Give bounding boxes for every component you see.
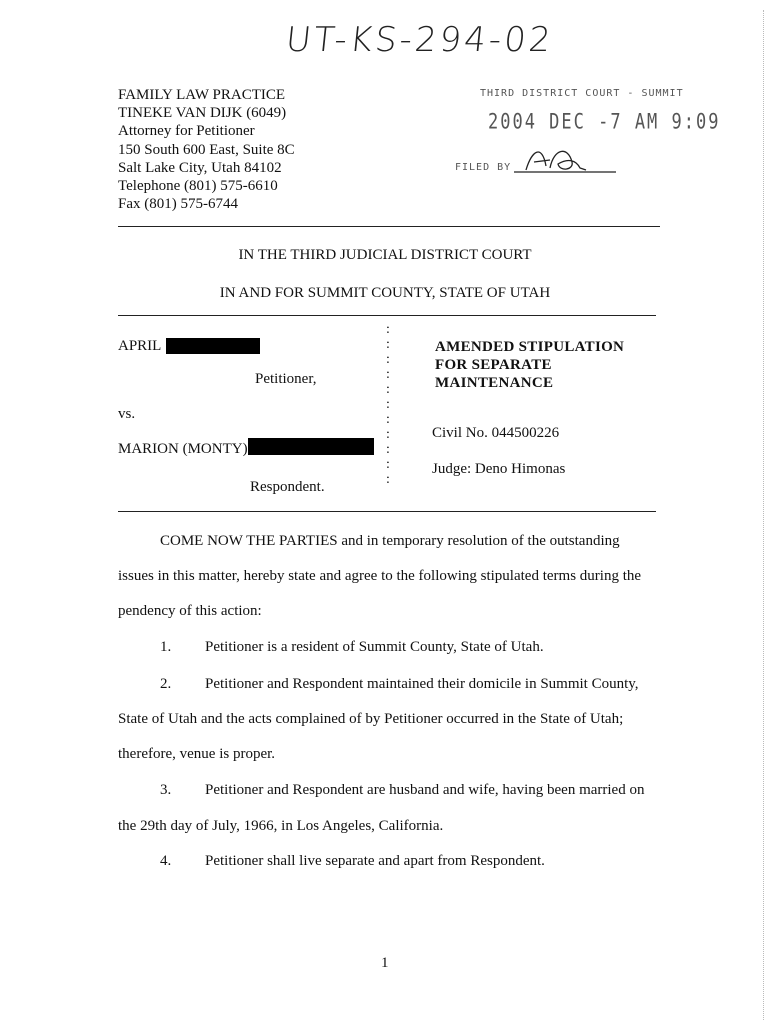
versus: vs. — [118, 406, 136, 422]
title-line: AMENDED STIPULATION — [435, 339, 625, 355]
judge-name: Judge: Deno Himonas — [432, 461, 566, 477]
firm-line: Telephone (801) 575-6610 — [118, 178, 278, 195]
page-number: 1 — [381, 955, 389, 971]
petitioner-role: Petitioner, — [255, 371, 317, 387]
clerk-signature — [510, 140, 620, 180]
intro-line: COME NOW THE PARTIES and in temporary resolution of the outstanding — [160, 533, 620, 549]
item-number: 2. — [160, 676, 172, 692]
firm-line: 150 South 600 East, Suite 8C — [118, 141, 295, 158]
firm-line: Attorney for Petitioner — [118, 123, 255, 140]
respondent-name: MARION (MONTY) — [118, 441, 248, 457]
title-line: MAINTENANCE — [435, 375, 554, 391]
item-text: Petitioner and Respondent are husband and wife, having been married on — [205, 782, 645, 798]
redaction-bar — [166, 338, 260, 354]
redaction-bar — [248, 438, 374, 455]
stamp-date: 2004 DEC -7 AM 9:09 — [488, 109, 721, 135]
caption-bottom-rule — [118, 511, 656, 512]
civil-number: Civil No. 044500226 — [432, 425, 560, 441]
firm-line: TINEKE VAN DIJK (6049) — [118, 105, 287, 122]
handwritten-case-id: UT-KS-294-02 — [283, 20, 556, 60]
item-text: the 29th day of July, 1966, in Los Angeles, California. — [118, 818, 444, 834]
firm-line: Salt Lake City, Utah 84102 — [118, 159, 282, 176]
caption-colon-column: : : : : : : : : : : : — [386, 322, 390, 487]
intro-line: pendency of this action: — [118, 603, 262, 619]
item-text: therefore, venue is proper. — [118, 746, 276, 762]
item-text: Petitioner shall live separate and apart from Respondent. — [205, 853, 545, 869]
firm-line: Fax (801) 575-6744 — [118, 196, 238, 213]
court-stamp: THIRD DISTRICT COURT - SUMMIT — [480, 88, 684, 99]
petitioner-name: APRIL — [118, 338, 162, 354]
firm-line: FAMILY LAW PRACTICE — [118, 87, 286, 103]
item-text: Petitioner is a resident of Summit County, State of Utah. — [205, 639, 544, 655]
stamp-filed-by: FILED BY — [455, 162, 512, 173]
scan-edge-artifact — [763, 10, 764, 1020]
respondent-role: Respondent. — [250, 479, 325, 495]
caption-top-rule — [118, 315, 656, 316]
header-rule — [118, 226, 660, 227]
document-title — [435, 338, 624, 392]
item-text: Petitioner and Respondent maintained their domicile in Summit County, — [205, 676, 639, 692]
item-number: 4. — [160, 853, 172, 869]
firm-block — [118, 86, 295, 213]
intro-line: issues in this matter, hereby state and agree to the following stipulated terms during the — [118, 568, 642, 584]
item-number: 1. — [160, 639, 172, 655]
item-text: State of Utah and the acts complained of by Petitioner occurred in the State of Utah; — [118, 711, 624, 727]
court-county: IN AND FOR SUMMIT COUNTY, STATE OF UTAH — [219, 285, 551, 301]
title-line: FOR SEPARATE — [435, 357, 552, 373]
item-number: 3. — [160, 782, 172, 798]
court-name: IN THE THIRD JUDICIAL DISTRICT COURT — [238, 247, 532, 263]
